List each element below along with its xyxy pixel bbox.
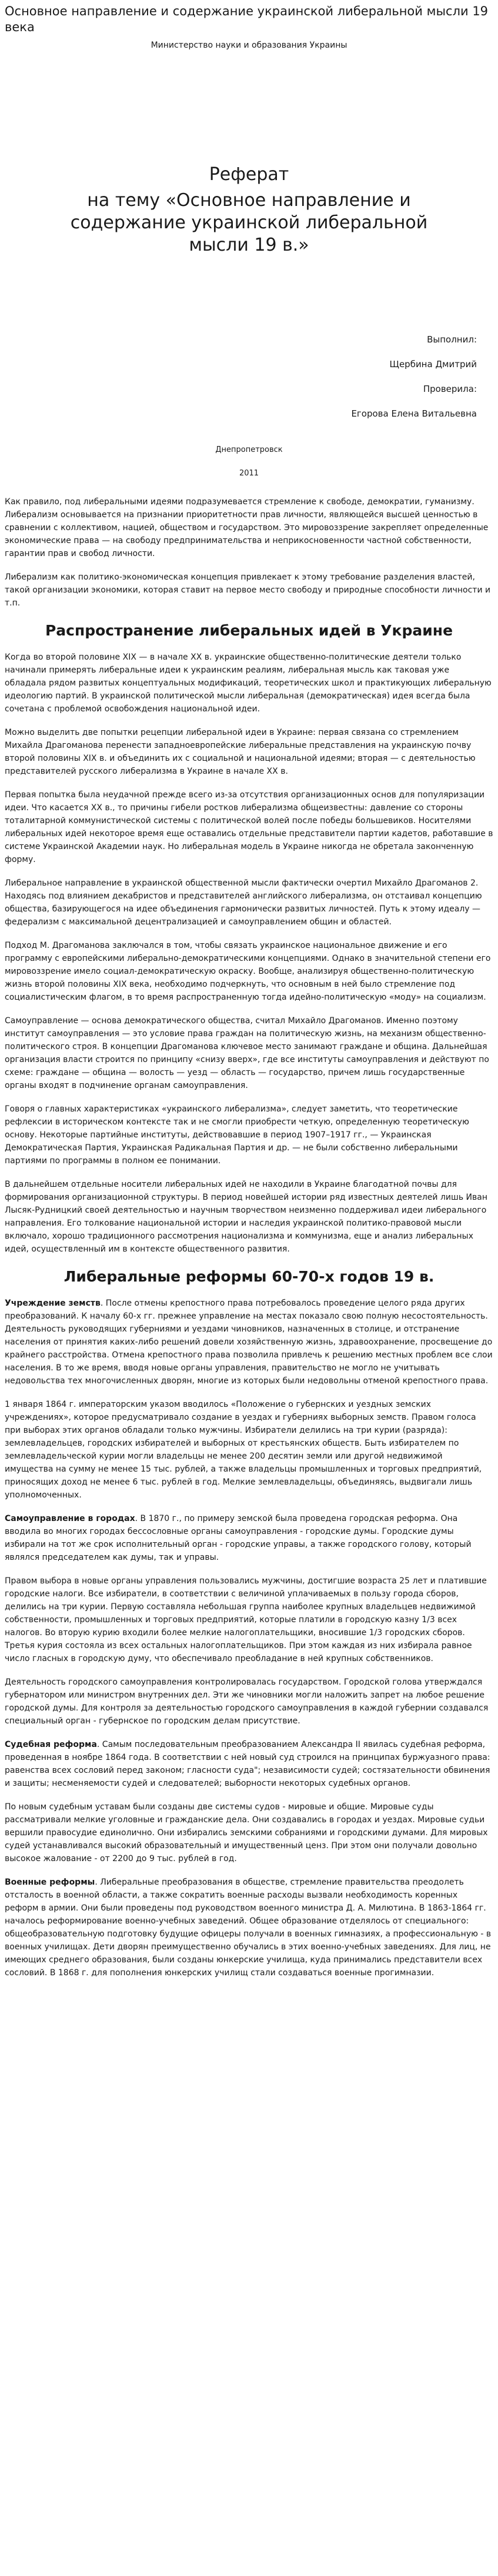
section-heading: Распространение либеральных идей в Украине (45, 622, 453, 639)
paragraph-text: . После отмены крепостного права потребовалось проведение целого ряда других преобразований. К началу 60-х гг. прежнее управление на местах показало свою полную несостоятельность. Деятельность руководящих губерниями и уездами чиновников, назначенных в столице, и отстранение населения от принятия каких-либо решений довели хозяйственную жизнь, здравоохранение, просвещение до крайнего расстройства. Отмена крепостного права позволила привлечь к решению местных проблем все слои населения. В то же время, вводя новые органы управления, правительство не могло не учитывать недовольства тех многочисленных дворян, многие из которых были недовольны отменой крепостного права. (5, 1299, 493, 1386)
section-paragraph: Говоря о главных характеристиках «украинского либерализма», следует заметить, что теоретические рефлексии в историческом контексте так и не смогли приобрести четкую, определенную теоретическую основу. Некоторые партийные институты, действовавшие в период 1907–1917 гг., — Украинская Демократическая Партия, Украинская Радикальная Партия и др. — не были собственно либеральными партиями по программы в полном ее понимании. (5, 1104, 469, 1166)
paragraph-lead: Военные реформы (5, 1878, 95, 1887)
paragraph-lead: Судебная реформа (5, 1740, 97, 1749)
essay-body (5, 495, 493, 1979)
section-paragraph: В дальнейшем отдельные носители либеральных идей не находили в Украине благодатной почвы для формирования организационной структуры. В период новейшей истории ряд известных деятелей лишь Иван Лысяк-Рудницкий своей деятельностью и научным творчеством неизменно поддерживал идеи либерального направления. Его толкование национальной истории и наследия украинской политико-правовой мысли включало, хорошо традиционного рассмотрения национализма и коммунизма, еще и анализ либеральных идей, осуществленный им в контексте общественного развития. (5, 1180, 487, 1254)
section-paragraph: Первая попытка была неудачной прежде всего из-за отсутствия организационных основ для популяризации идеи. Что касается XX в., то причины гибели ростков либерализма общеизвестны: давление со стороны тоталитарной коммунистической системы с политической волей после победы большевиков. Носителями либеральных идей некоторое время еще оставались отдельные представители партии кадетов, работавшие в системе Украинской Академии наук. Но либеральная модель в Украине никогда не обретала законченную форму. (5, 790, 493, 864)
cover-title-block (5, 164, 493, 257)
section-paragraph: Когда во второй половине XIX — в начале XX в. украинские общественно-политические деятели только начинали примерять либеральные идеи к украинским реалиям, либеральная мысль как таковая уже обладала рядом развитых концептуальных модификаций, теоретических школ и практикующих либеральную идеологию партий. В украинской политической мысли либеральная (демократическая) идея всегда была сочетана с проблемой освобождения национальной идеи. (5, 653, 492, 714)
city-label: Днепропетровск (215, 445, 283, 454)
section-paragraph (5, 1800, 493, 1865)
paragraph-text: . Самым последовательным преобразованием Александра II явилась судебная реформа, проведенная в ноябре 1864 года. В соответствии с ней новый суд строился на принципах буржуазного права: равенства всех сословий перед законом; гласности суда"; независимости судей; состязательности обвинения и защиты; несменяемости судей и следователей; выборности некоторых судебных органов. (5, 1740, 490, 1788)
section-paragraph (5, 1676, 493, 1728)
section-paragraph (5, 1876, 493, 1979)
author-block (5, 333, 493, 420)
paragraph-text: Деятельность городского самоуправления контролировалась государством. Городской голова утверждался губернатором или министром внутренних дел. Эти же чиновники могли наложить запрет на любое решение городской думы. Для контроля за деятельностью городского самоуправления в каждой губернии создавался специальный орган - губернское по городским делам присутствие. (5, 1678, 489, 1726)
section-heading: Либеральные реформы 60-70-х годов 19 в. (63, 1268, 435, 1285)
paragraph-text: 1 января 1864 г. императорским указом вводилось «Положение о губернских и уездных земских учреждениях», которое предусматривало создание в уездах и губерниях выборных земств. Правом голоса при выборах этих органов обладали только мужчины. Избиратели делились на три курии (разряда): землевладельцев, городских избирателей и выборных от крестьянских обществ. Быть избирателем по землевладельческой курии могли владельцы не менее 200 десятин земли или другой недвижимой имущества на сумму не менее 15 тыс. рублей, а также владельцы промышленных и торговых предприятий, приносящих доход не менее 6 тыс. рублей в год. Мелкие землевладельцы, объединяясь, выдвигали лишь уполномоченных. (5, 1400, 482, 1500)
performed-label: Выполнил: (427, 334, 477, 345)
paragraph-lead: Учреждение земств (5, 1299, 101, 1308)
section-paragraph (5, 1398, 493, 1502)
section-paragraph: Самоуправление — основа демократического общества, считал Михайло Драгоманов. Именно поэтому институт самоуправления — это условие права граждан на политическую жизнь, на механизм общественно-политического строя. В концепции Драгоманова ключевое место занимают граждане и община. Дальнейшая организация власти строится по принципу «снизу вверх», где все институты самоуправления и действуют по схеме: граждане — община — волость — уезд — область — государство, причем лишь государственные органы входят в подчинение органам самоуправления. (5, 1016, 489, 1090)
section-paragraph: Подход М. Драгоманова заключался в том, чтобы связать украинское национальное движение и его программу с европейскими либерально-демократическими концепциями. Однако в значительной степени его мировоззрение имело социал-демократическую окраску. Вообще, анализируя общественно-политическую жизнь второй половины XIX века, необходимо подчеркнуть, что основным в ней было стремление под социалистическим флагом, в то время распространенную тогда идейно-политическую «моду» на социализм. (5, 941, 491, 1002)
checked-label: Проверила: (423, 384, 477, 394)
intro-paragraph: Либерализм как политико-экономическая концепция привлекает к этому требование разделения властей, такой организации экономики, которая ставит на первое место свободу и природные способности личности и т.п. (5, 573, 491, 608)
section-paragraph (5, 1738, 493, 1790)
year-label: 2011 (239, 469, 259, 478)
checker-name: Егорова Елена Витальевна (351, 408, 477, 419)
document-title: Основное направление и содержание украинской либеральной мысли 19 века (5, 4, 489, 34)
paragraph-text: . В 1870 г., по примеру земской была проведена городская реформа. Она вводила во многих городах бессословные органы самоуправления - городские думы. Городские думы избирали на тот же срок исполнительный орган - городские управы, а также городского голову, который являлся председателем как думы, так и управы. (5, 1514, 472, 1562)
section-paragraph (5, 1512, 493, 1564)
section-paragraph: Можно выделить две попытки рецепции либеральной идеи в Украине: первая связана со стремлением Михайла Драгоманова перенести западноевропейские либеральные представления на украинскую почву второй половины XIX в. и объединить их с социальной и национальной идеями; вторая — с деятельностью представителей русского либерализма в Украине в начале XX в. (5, 728, 476, 776)
section-paragraph (5, 1575, 493, 1665)
intro-paragraph: Как правило, под либеральными идеями подразумевается стремление к свободе, демократии, гуманизму. Либерализм основывается на признании приоритетности прав личности, являющейся высшей ценностью в сравнении с коллективом, нацией, обществом и государством. Это мировоззрение закрепляет определенные экономические права — на свободу предпринимательства и неприкосновенности частной собственности, гарантии прав и свобод личности. (5, 497, 489, 558)
performer-name: Щербина Дмитрий (389, 359, 477, 370)
paragraph-lead: Самоуправление в городах (5, 1514, 135, 1523)
paragraph-text: По новым судебным уставам были созданы две системы судов - мировые и общие. Мировые суды рассматривали мелкие уголовные и гражданские дела. Они создавались в городах и уездах. Мировые судьи вершили правосудие единолично. Они избирались земскими собраниями и городскими думами. Для мировых судей устанавливался высокий образовательный и имущественный ценз. При этом они получали довольно высокое жалование - от 2200 до 9 тыс. рублей в год. (5, 1802, 488, 1863)
section-paragraph (5, 1297, 493, 1387)
paragraph-text: Правом выбора в новые органы управления пользовались мужчины, достигшие возраста 25 лет и платившие городские налоги. Все избиратели, в соответствии с величиной уплачиваемых в пользу города сборов, делились на три курии. Первую составляла небольшая группа наиболее крупных владельцев недвижимой собственности, промышленных и торговых предприятий, которые платили в городскую казну 1/3 всех налогов. Во вторую курию входили более мелкие налогоплательщики, вносившие 1/3 городских сборов. Третья курия состояла из всех остальных налогоплательщиков. При этом каждая из них избирала равное число гласных в городскую думу, что обеспечивало преобладание в ней крупных собственников. (5, 1576, 487, 1663)
essay-topic: на тему «Основное направление и содержание украинской либеральной мысли 19 в.» (70, 190, 428, 255)
essay-label: Реферат (209, 164, 289, 185)
paragraph-text: . Либеральные преобразования в обществе, стремление правительства преодолеть отсталость в военной области, а также сократить военные расходы вызвали необходимость коренных реформ в армии. Они были проведены под руководством военного министра Д. А. Милютина. В 1863-1864 гг. началось реформирование военно-учебных заведений. Общее образование отделялось от специального: общеобразовательную подготовку будущие офицеры получали в военных гимназиях, а профессиональную - в военных училищах. Дети дворян преимущественно обучались в этих военно-учебных заведениях. Для лиц, не имеющих среднего образования, были созданы юнкерские училища, куда принимались представители всех сословий. В 1868 г. для пополнения юнкерских училищ стали создаваться военные прогимназии. (5, 1878, 492, 1978)
section-paragraph: Либеральное направление в украинской общественной мысли фактически очертил Михайло Драгоманов 2. Находясь под влиянием декабристов и представителей английского либерализма, он отстаивал концепцию общества, базирующегося на идее объединения гармонически развитых личностей. Путь к этому идеалу — федерализм с максимальной децентрализацией и самоуправлением общин и областей. (5, 878, 482, 927)
ministry-line: Министерство науки и образования Украины (151, 41, 347, 50)
